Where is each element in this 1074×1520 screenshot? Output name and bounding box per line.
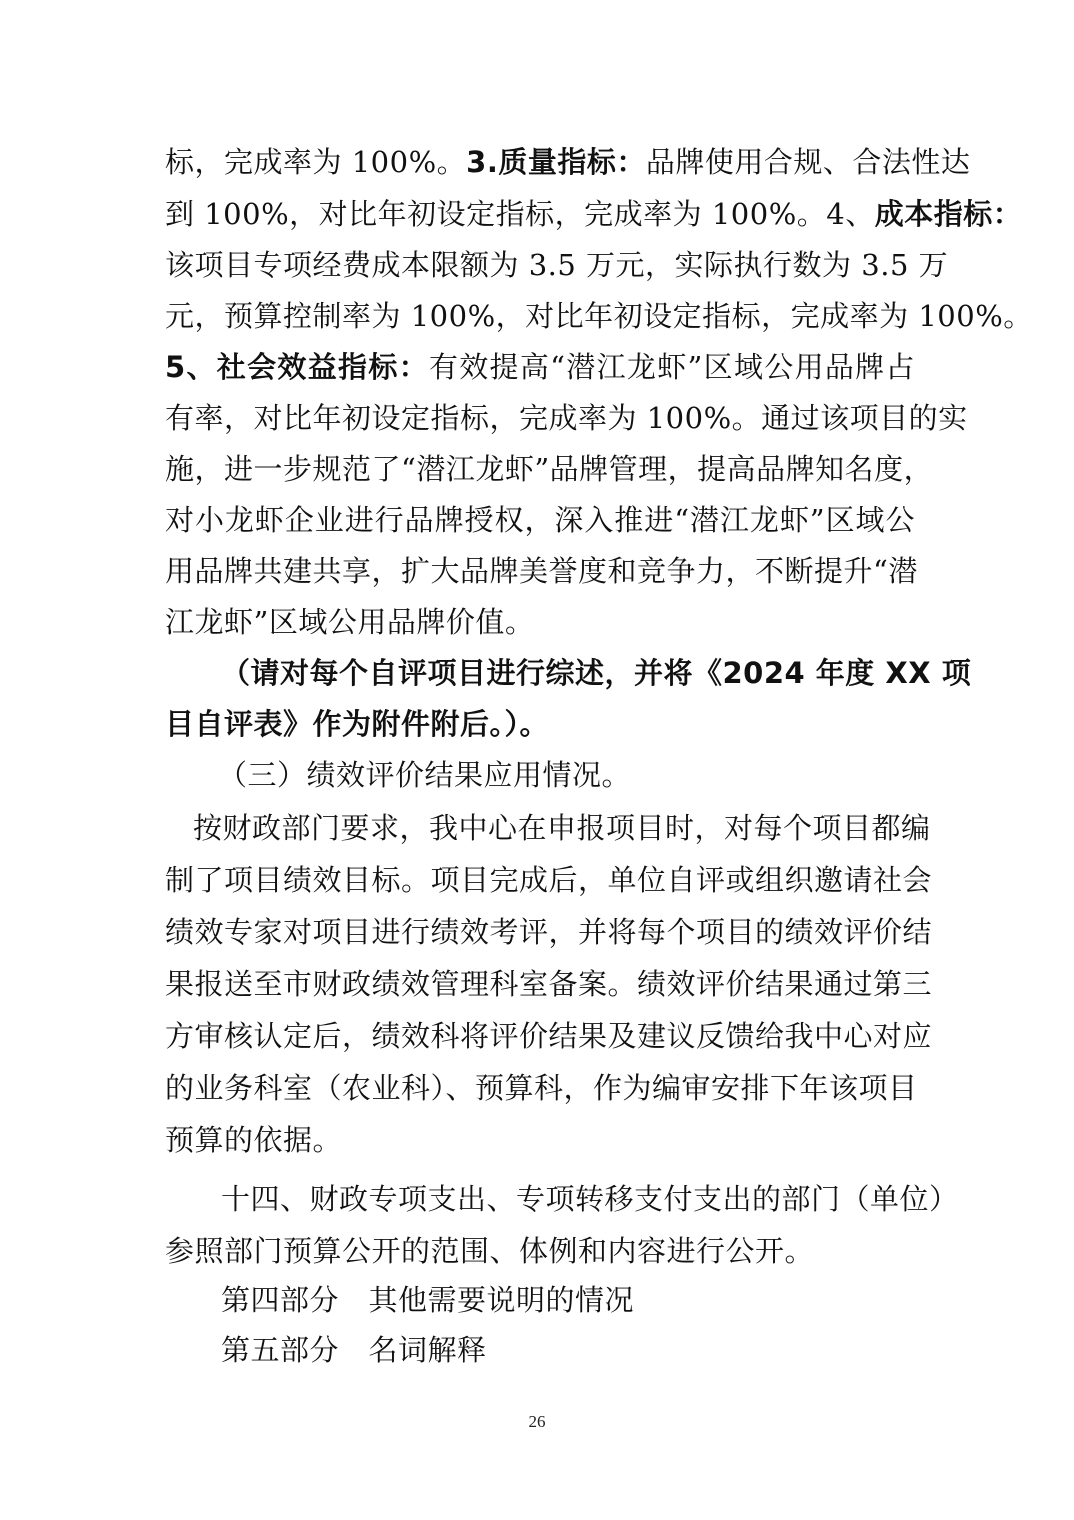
- body-line: 绩效专家对项目进行绩效考评，并将每个项目的绩效评价结: [165, 915, 933, 949]
- text-run: 有效提高“潜江龙虾”区域公用品牌占: [428, 350, 915, 384]
- body-line: 制了项目绩效目标。项目完成后，单位自评或组织邀请社会: [165, 863, 933, 897]
- body-line: 对小龙虾企业进行品牌授权，深入推进“潜江龙虾”区域公: [165, 503, 915, 537]
- text-run: 品牌使用合规、合法性达: [645, 145, 971, 179]
- part4-heading: 第四部分 其他需要说明的情况: [221, 1283, 635, 1317]
- body-line: [165, 143, 971, 181]
- text-run: 标，完成率为 100%。: [165, 145, 467, 179]
- body-line: 元，预算控制率为 100%，对比年初设定指标，完成率为 100%。: [165, 299, 1033, 333]
- body-line: 的业务科室（农业科）、预算科，作为编审安排下年该项目: [165, 1071, 918, 1105]
- body-line: 该项目专项经费成本限额为 3.5 万元，实际执行数为 3.5 万: [165, 248, 949, 282]
- item14-line: 十四、财政专项支出、专项转移支付支出的部门（单位）: [221, 1182, 959, 1216]
- body-line: 果报送至市财政绩效管理科室备案。绩效评价结果通过第三: [165, 967, 933, 1001]
- body-line: [165, 348, 915, 386]
- body-line: 用品牌共建共享，扩大品牌美誉度和竞争力，不断提升“潜: [165, 554, 918, 588]
- body-line: 预算的依据。: [165, 1123, 343, 1157]
- bold-label: 5、社会效益指标：: [165, 350, 429, 384]
- bold-label: 3.质量指标：: [466, 145, 646, 179]
- body-line: 江龙虾”区域公用品牌价值。: [165, 605, 535, 639]
- body-line: 有率，对比年初设定指标，完成率为 100%。通过该项目的实: [165, 401, 968, 435]
- page-number: 26: [528, 1412, 546, 1431]
- note-line: 目自评表》作为附件附后。）。: [165, 707, 550, 741]
- note-line: （请对每个自评项目进行综述，并将《2024 年度 XX 项: [221, 656, 972, 690]
- section-heading: （三）绩效评价结果应用情况。: [218, 758, 632, 792]
- body-line: [165, 195, 1023, 233]
- body-line: 方审核认定后，绩效科将评价结果及建议反馈给我中心对应: [165, 1019, 933, 1053]
- bold-label: 成本指标：: [874, 197, 1023, 231]
- text-run: 到 100%，对比年初设定指标，完成率为 100%。4、: [165, 197, 875, 231]
- body-line: 施，进一步规范了“潜江龙虾”品牌管理，提高品牌知名度，: [165, 452, 934, 486]
- item14-line: 参照部门预算公开的范围、体例和内容进行公开。: [165, 1234, 815, 1268]
- body-line: 按财政部门要求，我中心在申报项目时，对每个项目都编: [193, 811, 931, 845]
- part5-heading: 第五部分 名词解释: [221, 1333, 487, 1367]
